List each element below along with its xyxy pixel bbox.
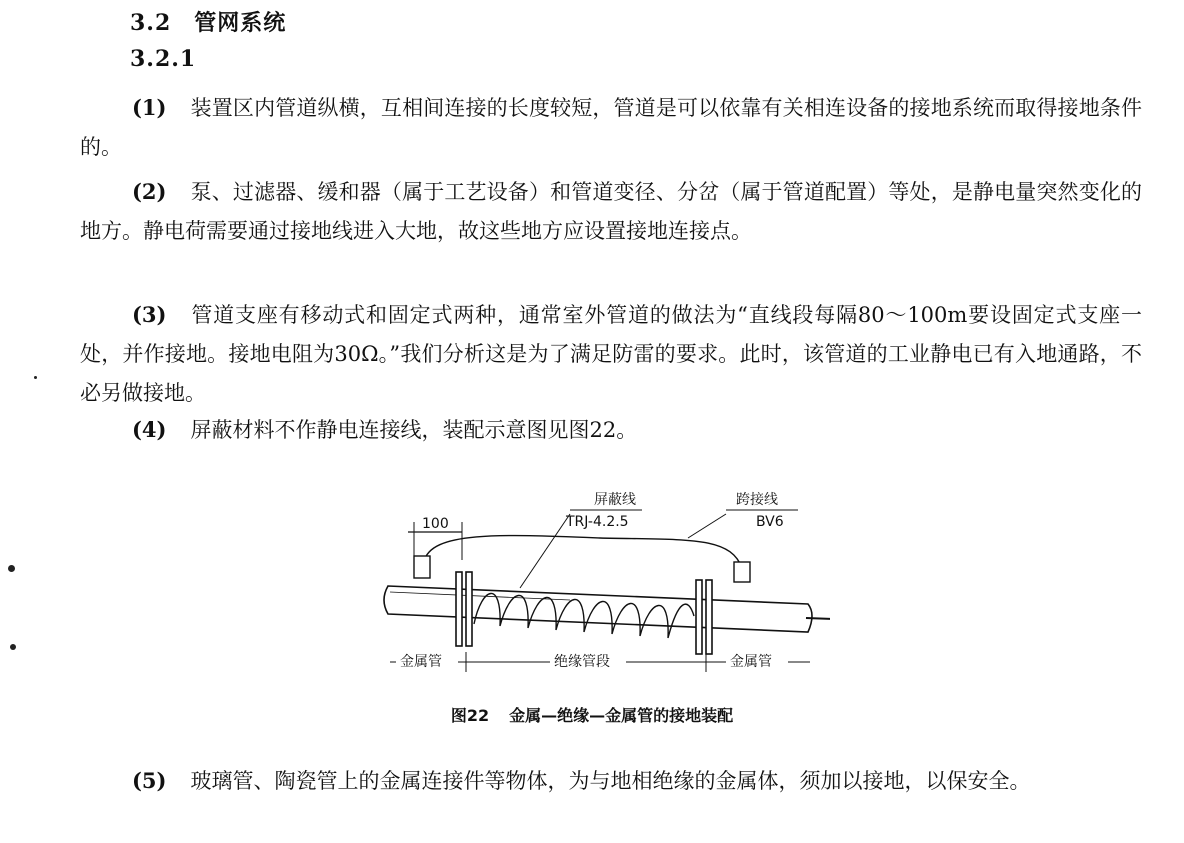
left-flange-1 [456,572,462,646]
paragraph-5 [80,761,1142,801]
subsection-number: 3.2.1 [130,46,197,72]
paragraph-5-text: 玻璃管、陶瓷管上的金属连接件等物体，为与地相绝缘的金属体，须加以接地，以保安全。 [190,769,1031,793]
middle-pipe-label: 绝缘管段 [554,654,610,670]
paragraph-2-number: (2) [132,179,167,204]
paragraph-3-text: 管道支座有移动式和固定式两种，通常室外管道的做法为“直线段每隔80～100m要设固定式支座一处，并作接地。接地电阻为30Ω。”我们分析这是为了满足防雷的要求。此时，该管道的工业静电已有入地通路，不必另做接地。 [80,303,1142,405]
pipe-end-arrow [806,618,830,619]
scan-speck [34,376,37,379]
paragraph-1-number: (1) [132,95,167,120]
shield-wire-label: 屏蔽线 [594,492,636,508]
figure-22-diagram [370,476,830,676]
paragraph-1-text: 装置区内管道纵横，互相间连接的长度较短，管道是可以依靠有关相连设备的接地系统而取得接地条件的。 [80,96,1142,159]
paragraph-5-number: (5) [132,768,167,793]
right-clamp [734,562,750,582]
paragraph-2 [80,172,1142,251]
figure-number: 图22 [450,706,490,725]
section-title: 3.2 管网系统 [130,10,287,36]
paragraph-4-text: 屏蔽材料不作静电连接线，装配示意图见图22。 [190,418,638,442]
right-pipe-label: 金属管 [730,654,772,670]
paragraph-3-number: (3) [132,302,167,327]
shield-leader-line [520,514,570,588]
left-pipe-label: 金属管 [400,654,442,670]
figure-caption [0,703,1184,726]
figure-caption-text: 金属—绝缘—金属管的接地装配 [509,706,734,725]
paragraph-4-number: (4) [132,417,167,442]
scan-speck [10,644,16,650]
jumper-wire [424,536,742,568]
paragraph-2-text: 泵、过滤器、缓和器（属于工艺设备）和管道变径、分岔（属于管道配置）等处，是静电量突然变化的地方。静电荷需要通过接地线进入大地，故这些地方应设置接地连接点。 [80,180,1142,243]
jumper-leader-line [688,514,726,538]
dimension-label: 100 [422,516,449,532]
jumper-spec-label: BV6 [756,514,784,530]
right-flange-1 [696,580,702,654]
pipe-body [384,586,812,632]
left-clamp [414,556,430,578]
paragraph-4 [80,410,1142,450]
pipe-assembly-diagram [370,476,830,676]
left-flange-2 [466,572,472,646]
right-flange-2 [706,580,712,654]
paragraph-1 [80,88,1142,167]
shield-spec-label: TRJ-4.2.5 [566,514,629,530]
scan-speck [8,565,15,572]
paragraph-3 [80,295,1142,413]
jumper-wire-label: 跨接线 [736,492,778,508]
